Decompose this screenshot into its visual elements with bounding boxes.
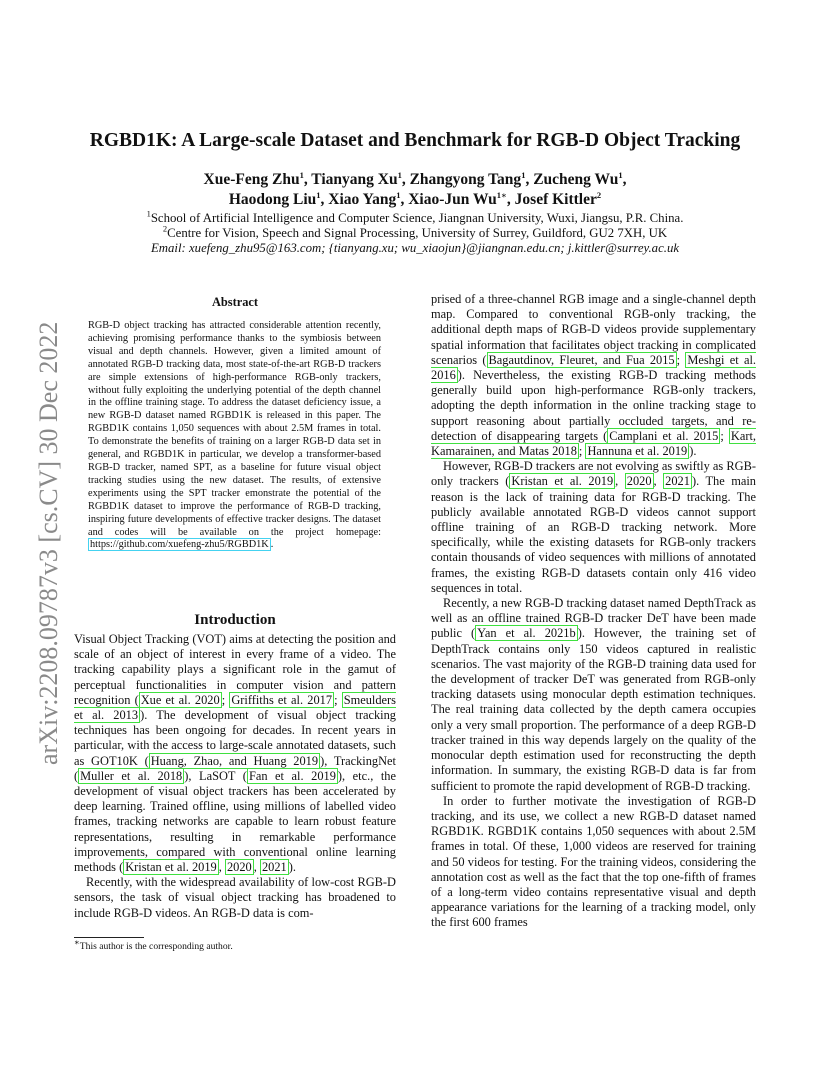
text-run: ). <box>689 444 697 459</box>
affiliation-2: $^2$Centre for Vision, Speech and Signal Processing, University of Surrey, Guildford, GU2 7XH, UK <box>162 223 668 240</box>
right-column-body <box>431 292 756 931</box>
author-line-1: Xue-Feng Zhu$^1$, Tianyang Xu$^1$, Zhangyong Tang$^1$, Zucheng Wu$^1$, <box>203 169 627 188</box>
text-run: , <box>653 474 664 489</box>
citation-link[interactable]: Bagautdinov, Fleuret, and Fua 2015 <box>488 352 675 367</box>
citation-link[interactable]: Yan et al. 2021b <box>477 626 576 641</box>
introduction-heading: Introduction <box>194 612 276 628</box>
text-run: ), LaSOT ( <box>184 768 247 783</box>
text-run: , <box>218 860 225 875</box>
text-run: ), TrackingNet ( <box>74 753 396 783</box>
text-run: Recently, a new RGB-D tracking dataset named DepthTrack as well as an offline trained RGB-D tracker DeT have been made public ( <box>431 596 756 641</box>
text-run: ), etc., the development of visual object trackers has been accelerated by deep learning. Trained offline, using millions of labelled video frames, tracking networks are capable to learn robust feature representations, resulting in remarkable performance improvements, compared with conventional online learning methods ( <box>74 768 396 875</box>
affiliations <box>80 208 750 256</box>
author-name: Zucheng Wu <box>533 171 619 188</box>
author-affiliation-mark: 2 <box>596 189 602 200</box>
text-run: ). However, the training set of DepthTrack contains only 150 videos captured in realistic scenarios. The vast majority of the RGB-D training data used for the development of tracker DeT was generated from RGB-only tracking datasets using monocular depth estimation techniques. The real training data collected by the depth camera occupies only a very small proportion. The performance of a deep RGB-D tracker trained in this way depends largely on the quality of the monocular depth estimation used for reconstructing the depth information. In summary, the existing RGB-D data is far from sufficient to promote the rapid development of RGB-D tracking. <box>431 626 756 793</box>
citation-link[interactable]: Kristan et al. 2019 <box>125 860 217 875</box>
text-run: ; <box>720 428 729 443</box>
citation-link[interactable]: Smeulders et al. 2013 <box>74 692 396 723</box>
author-affiliation-mark: 1∗ <box>496 189 507 200</box>
abstract-heading: Abstract <box>211 295 259 309</box>
author-line-2: Haodong Liu$^1$, Xiao Yang$^1$, Xiao-Jun $Wu^{1∗}$, Josef Kittler$^2$ <box>228 189 602 208</box>
text-run: ). The main reason is the lack of training data for RGB-D tracking. The publicly available annotated RGB-D videos cannot support offline training of an RGB-D tracking network. More specifically, while the existing datasets for RGB-only trackers contain thousands of video sequences with millions of annotated frames, the existing RGB-D datasets contain only 416 video sequences in total. <box>431 474 756 595</box>
affiliation-1: $^1$School of Artificial Intelligence and Computer Science, Jiangnan University, Wuxi, Jiangsu, P.R. China. <box>146 208 684 225</box>
body-paragraph <box>431 794 756 931</box>
author-list <box>100 170 730 210</box>
text-run: In order to further motivate the investigation of RGB-D tracking, and its use, we collect a new RGB-D dataset named RGBD1K. RGBD1K contains 1,050 sequences with about 2.5M frames in total. Of these, 1,000 videos are reserved for training and 50 videos for testing. For the training videos, considering the annotation cost as well as the fact that the top one-fifth of frames of a long-term video contains representative visual and depth appearance variations for the learning of a tracking model, only the first 600 frames <box>431 793 756 930</box>
body-paragraph <box>431 596 756 794</box>
author-affiliation-mark: 1 <box>396 189 401 200</box>
homepage-link[interactable]: https://github.com/xuefeng-zhu5/RGBD1K <box>90 539 269 551</box>
text-run: Recently, with the widespread availability of low-cost RGB-D sensors, the task of visual object tracking has broadened to include RGB-D videos. An RGB-D data is com- <box>74 875 396 920</box>
citation-link[interactable]: Kristan et al. 2019 <box>511 474 614 489</box>
body-paragraph <box>431 292 756 459</box>
text-run: ). <box>288 860 296 875</box>
citation-link[interactable]: 2020 <box>226 860 252 875</box>
text-run: ; <box>221 692 230 707</box>
intro-paragraph <box>74 875 396 921</box>
author-name: Xiao Yang <box>328 191 397 208</box>
citation-link[interactable]: Griffiths et al. 2017 <box>231 692 333 707</box>
paper-title: RGBD1K: A Large-scale Dataset and Benchmark for RGB-D Object Tracking <box>89 130 741 151</box>
email-line: Email: xuefeng_zhu95@163.com; {tianyang.xu; wu_xiaojun}@jiangnan.edu.cn; j.kittler@surrey.ac.uk <box>150 241 680 255</box>
author-name: Josef Kittler <box>514 191 597 208</box>
author-affiliation-mark: 1 <box>299 169 304 180</box>
citation-link[interactable]: Muller et al. 2018 <box>80 768 183 783</box>
author-name: Xue-Feng Zhu <box>203 171 300 188</box>
text-run: However, RGB-D trackers are not evolving as swiftly as RGB-only trackers ( <box>431 459 756 489</box>
text-run: Visual Object Tracking (VOT) aims at detecting the position and scale of an object of interest in every frame of a video. The tracking capability plays a significant role in the gamut of perceptual functionalities in computer vision and pattern recognition ( <box>74 632 396 707</box>
author-affiliation-mark: 1 <box>521 169 526 180</box>
citation-link[interactable]: 2021 <box>261 860 287 875</box>
citation-link[interactable]: Fan et al. 2019 <box>248 768 336 783</box>
citation-link[interactable]: 2020 <box>626 474 652 489</box>
text-run: ; <box>676 352 686 367</box>
abstract-text: RGB-D object tracking has attracted considerable attention recently, achieving promising performance thanks to the symbiosis between visual and depth channels. However, given a limited amount of annotated RGB-D tracking data, most state-of-the-art RGB-D trackers are simple extensions of high-performance RGB-only trackers, without fully exploiting the underlying potential of the depth channel in the offline training stage. To address the dataset deficiency issue, a new RGB-D dataset named RGBD1K is released in this paper. The RGBD1K contains 1,050 sequences with about 2.5M frames in total. To demonstrate the benefits of training on a larger RGB-D data set in general, and RGBD1K in particular, we develop a transformer-based RGB-D tracker, named SPT, as a baseline for future visual object tracking studies using the new dataset. The results, of extensive experiments using the SPT tracker emonstrate the potential of the RGBD1K dataset to improve the performance of RGB-D tracking, inspiring future developments of effective tracker designs. The dataset and codes will be available on the project homepage: https://github.com/xuefeng-zhu5/RGBD1K . <box>88 320 381 551</box>
body-paragraph <box>431 459 756 596</box>
text-run: ). Nevertheless, the existing RGB-D tracking methods generally build upon high-performance RGB-only trackers, adopting the depth information in the online tracking stage to support reasoning about partially occluded targets, and re-detection of disappearing targets ( <box>431 368 756 443</box>
footnote-rule <box>74 937 144 938</box>
citation-link[interactable]: Meshgi et al. 2016 <box>431 352 756 383</box>
author-affiliation-mark: 1 <box>618 169 623 180</box>
text-run: ). The development of visual object tracking techniques has been ongoing for decades. In recent years in particular, with the access to large-scale annotated datasets, such as GOT10K ( <box>74 708 396 768</box>
text-run: ; <box>578 444 586 459</box>
text-run: prised of a three-channel RGB image and a single-channel depth map. Compared to conventional RGB-only tracking, the additional depth maps of RGB-D videos provide supplementary spatial information that facilitates object tracking in complicated scenarios ( <box>431 292 756 367</box>
author-name: Zhangyong Tang <box>409 171 522 188</box>
citation-link[interactable]: Xue et al. 2020 <box>140 692 220 707</box>
author-affiliation-mark: 1 <box>316 189 321 200</box>
text-run: ; <box>334 692 342 707</box>
text-run: , <box>615 474 625 489</box>
footnote: ∗This author is the corresponding author. <box>74 936 233 952</box>
author-affiliation-mark: 1 <box>397 169 402 180</box>
citation-link[interactable]: Kart, Kamarainen, and Matas 2018 <box>431 428 757 459</box>
text-run: , <box>253 860 260 875</box>
introduction-body <box>74 632 396 921</box>
arxiv-sidebar <box>12 285 63 765</box>
author-name: Haodong Liu <box>228 191 317 208</box>
citation-link[interactable]: Camplani et al. 2015 <box>609 428 719 443</box>
citation-link[interactable]: Huang, Zhao, and Huang 2019 <box>150 753 319 768</box>
citation-link[interactable]: 2021 <box>665 474 690 489</box>
citation-link[interactable]: Hannuna et al. 2019 <box>587 444 688 459</box>
author-name: Tianyang Xu <box>311 171 398 188</box>
intro-paragraph <box>74 632 396 875</box>
author-name: Xiao-Jun Wu <box>408 191 497 208</box>
arxiv-identifier: arXiv:2208.09787v3 [cs.CV] 30 Dec 2022 <box>34 321 63 765</box>
